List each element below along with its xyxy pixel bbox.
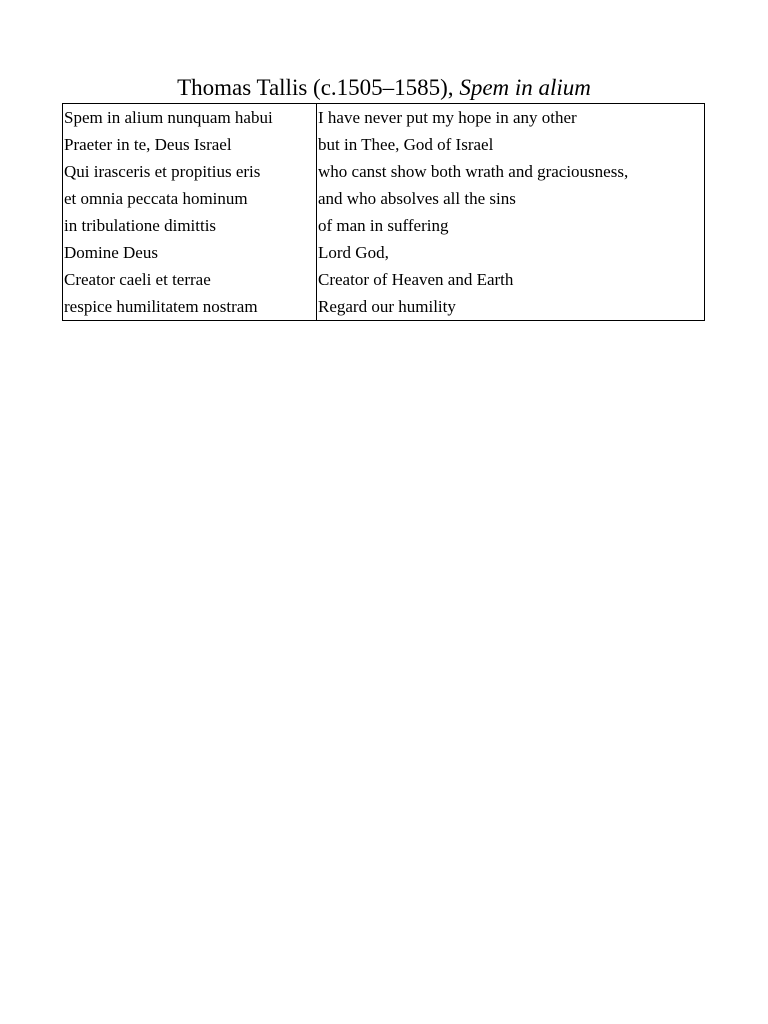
table-row [63,293,705,321]
latin-line: Qui irasceris et propitius eris [63,158,317,185]
title-work: Spem in alium [459,75,591,100]
page-title [0,74,768,102]
latin-line: Domine Deus [63,239,317,266]
latin-line: et omnia peccata hominum [63,185,317,212]
lyrics-table [62,103,705,321]
table-row [63,131,705,158]
latin-line: Praeter in te, Deus Israel [63,131,317,158]
table-row [63,266,705,293]
english-line: I have never put my hope in any other [318,108,577,127]
english-line: Regard our humility [318,297,456,316]
latin-line: Creator caeli et terrae [63,266,317,293]
english-line: but in Thee, God of Israel [318,135,494,154]
table-row [63,212,705,239]
latin-line: in tribulatione dimittis [63,212,317,239]
english-line: Lord God, [318,243,389,262]
english-line: of man in suffering [318,216,449,235]
english-line: Creator of Heaven and Earth [318,270,514,289]
latin-line: Spem in alium nunquam habui [63,104,317,132]
english-line: and who absolves all the sins [318,189,516,208]
table-row [63,239,705,266]
table-row [63,158,705,185]
table-row [63,185,705,212]
table-row [63,104,705,132]
english-line: who canst show both wrath and graciousness, [318,162,629,181]
title-composer: Thomas Tallis (c.1505–1585), [177,75,460,100]
latin-line: respice humilitatem nostram [63,293,317,321]
